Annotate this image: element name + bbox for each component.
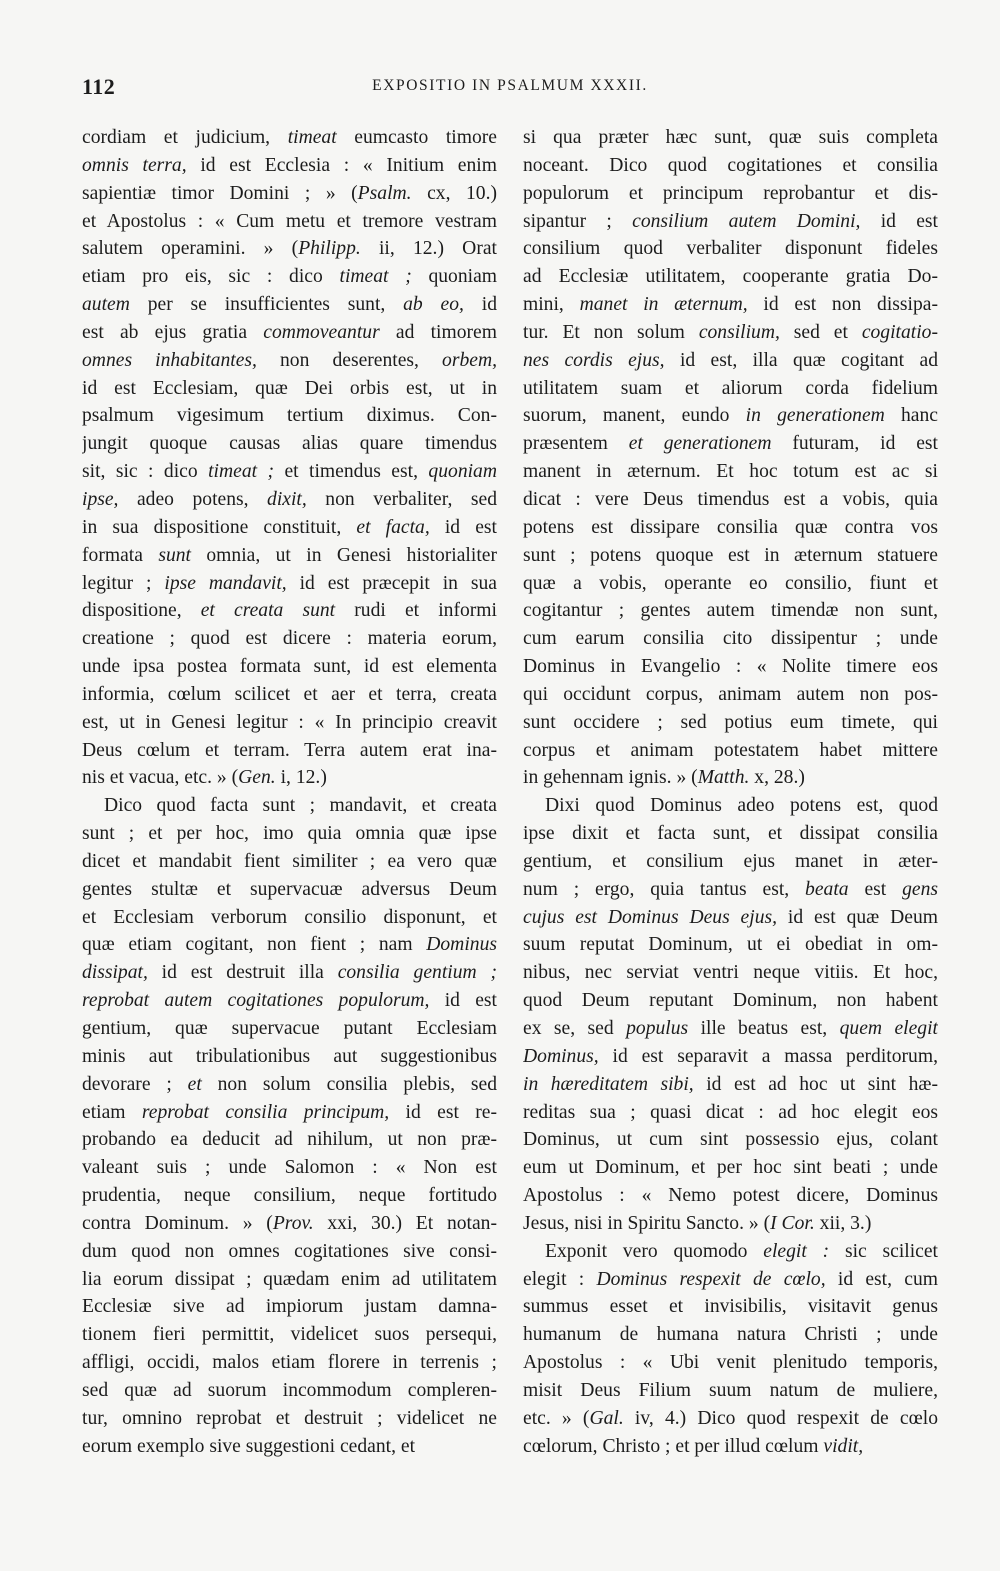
text-line bbox=[82, 625, 497, 653]
text-segment: cœlorum, Christo ; et per illud cœlum bbox=[523, 1435, 824, 1457]
text-segment: id est ad hoc ut sint hæ- bbox=[693, 1073, 938, 1095]
text-segment: rudi et informi bbox=[335, 600, 497, 622]
italic-segment: in hæreditatem sibi, bbox=[523, 1073, 694, 1095]
text-segment: etc. » ( bbox=[523, 1407, 590, 1429]
text-segment: ii, 12.) Orat bbox=[360, 238, 497, 260]
text-segment: tur. Et non solum bbox=[523, 321, 699, 343]
text-line bbox=[523, 1015, 938, 1043]
text-segment: misit Deus Filium suum natum de muliere, bbox=[523, 1379, 938, 1401]
text-segment: sunt ; et per hoc, imo quia omnia quæ ipse bbox=[82, 823, 497, 845]
text-line bbox=[82, 931, 497, 959]
italic-segment: Matth. bbox=[697, 767, 750, 789]
text-line bbox=[523, 792, 938, 820]
text-line bbox=[523, 1126, 938, 1154]
italic-segment: ipse mandavit, bbox=[164, 572, 287, 594]
italic-segment: dixit, bbox=[267, 488, 307, 510]
text-line bbox=[82, 959, 497, 987]
text-line bbox=[82, 792, 497, 820]
text-segment: quod Deum reputant Dominum, non habent bbox=[523, 990, 938, 1012]
text-line bbox=[82, 319, 497, 347]
text-line bbox=[523, 653, 938, 681]
text-segment: si qua præter hæc sunt, quæ suis completa bbox=[523, 127, 938, 148]
left-column bbox=[82, 124, 497, 1461]
text-segment: id est bbox=[429, 990, 497, 1012]
italic-segment: manet in æternum, bbox=[579, 294, 748, 316]
text-line bbox=[82, 1293, 497, 1321]
text-segment: non solum consilia plebis, sed bbox=[201, 1073, 497, 1095]
text-line bbox=[82, 1099, 497, 1127]
text-segment: id est præcepit in sua bbox=[286, 572, 497, 594]
text-line bbox=[82, 1043, 497, 1071]
running-title: EXPOSITIO IN PSALMUM XXXII. bbox=[372, 77, 648, 94]
text-segment: sit, sic : dico bbox=[82, 461, 209, 483]
text-segment: nis et vacua, etc. » ( bbox=[82, 767, 239, 789]
text-line bbox=[523, 1293, 938, 1321]
italic-segment: quem elegit bbox=[839, 1018, 938, 1039]
italic-segment: consilium autem Domini, bbox=[632, 210, 861, 232]
text-segment: dum quod non omnes cogitationes sive consi- bbox=[82, 1240, 497, 1262]
text-segment: sed quæ ad suorum incommodum compleren- bbox=[82, 1379, 497, 1401]
text-line bbox=[82, 1210, 497, 1238]
text-line bbox=[82, 291, 497, 319]
text-line bbox=[523, 375, 938, 403]
text-segment: Ecclesiæ sive ad impiorum justam damna- bbox=[82, 1296, 497, 1318]
text-segment: quæ etiam cogitant, non fient ; nam bbox=[82, 934, 427, 956]
text-segment: hanc bbox=[884, 405, 938, 427]
text-line bbox=[523, 1182, 938, 1210]
text-line bbox=[82, 681, 497, 709]
text-line bbox=[523, 1210, 938, 1238]
italic-segment: Dominus bbox=[426, 934, 497, 956]
text-segment: sunt ; potens quoque est in æternum statuere bbox=[523, 544, 938, 566]
text-segment: suorum, manent, eundo bbox=[523, 405, 746, 427]
text-segment: tionem fieri permittit, videlicet suos persequi, bbox=[82, 1324, 497, 1346]
text-line bbox=[523, 347, 938, 375]
text-line bbox=[523, 931, 938, 959]
text-segment: omnia, ut in Genesi historialiter bbox=[190, 544, 497, 566]
text-line bbox=[523, 820, 938, 848]
text-segment: num ; ergo, quia tantus est, bbox=[523, 878, 806, 900]
italic-segment: beata bbox=[805, 878, 849, 900]
text-segment: consilium quod verbaliter disponunt fideles bbox=[523, 238, 938, 260]
text-segment: Exponit vero quomodo bbox=[545, 1240, 764, 1262]
italic-segment: elegit : bbox=[763, 1240, 830, 1262]
text-line bbox=[523, 1349, 938, 1377]
text-segment: id est destruit illa bbox=[147, 962, 338, 984]
text-line bbox=[523, 681, 938, 709]
text-line bbox=[523, 1099, 938, 1127]
italic-segment: in generationem bbox=[745, 405, 885, 427]
text-line bbox=[82, 124, 497, 152]
text-line bbox=[82, 1071, 497, 1099]
text-line bbox=[82, 737, 497, 765]
text-segment: unde ipsa postea formata sunt, id est elementa bbox=[82, 656, 497, 678]
text-segment: tur, omnino reprobat et destruit ; videlicet ne bbox=[82, 1407, 497, 1429]
italic-segment: et bbox=[187, 1073, 202, 1095]
text-line bbox=[523, 542, 938, 570]
text-segment: Dominus, ut cum sint possessio ejus, colant bbox=[523, 1129, 938, 1151]
page-header bbox=[82, 74, 938, 100]
text-segment: minis aut tribulationibus aut suggestionibus bbox=[82, 1045, 497, 1067]
italic-segment: cujus est Dominus Deus ejus, bbox=[523, 906, 778, 928]
text-segment: id est non dissipa- bbox=[747, 294, 938, 316]
text-line bbox=[82, 486, 497, 514]
text-segment: adeo potens, bbox=[118, 488, 268, 510]
text-line bbox=[523, 1321, 938, 1349]
text-line bbox=[82, 1154, 497, 1182]
text-segment: etiam pro eis, sic : dico bbox=[82, 266, 340, 288]
italic-segment: Dominus, bbox=[523, 1045, 599, 1067]
text-segment: sed et bbox=[779, 321, 862, 343]
italic-segment: sunt bbox=[158, 544, 191, 566]
text-segment: reditas sua ; quasi dicat : ad hoc elegit eos bbox=[523, 1101, 938, 1123]
text-segment: Dico quod facta sunt ; mandavit, et creata bbox=[104, 795, 497, 817]
text-line bbox=[82, 653, 497, 681]
text-segment: quæ a vobis, operante eo consilio, fiunt et bbox=[523, 572, 938, 594]
text-segment: id est Ecclesiam, quæ Dei orbis est, ut in bbox=[82, 377, 497, 399]
text-segment: creatione ; quod est dicere : materia eorum, bbox=[82, 628, 497, 650]
text-line bbox=[523, 876, 938, 904]
text-line bbox=[523, 597, 938, 625]
right-column bbox=[523, 124, 938, 1461]
italic-segment: Dominus respexit de cœlo, bbox=[596, 1268, 826, 1290]
italic-segment: Gal. bbox=[589, 1407, 624, 1429]
text-segment: est ab ejus gratia bbox=[82, 321, 264, 343]
text-line bbox=[523, 458, 938, 486]
text-line bbox=[523, 430, 938, 458]
text-segment: potens est dissipare consilia quæ contra vos bbox=[523, 516, 938, 538]
text-line bbox=[82, 1349, 497, 1377]
text-line bbox=[523, 486, 938, 514]
text-segment: valeant suis ; unde Salomon : « Non est bbox=[82, 1157, 497, 1179]
text-line bbox=[82, 709, 497, 737]
text-segment: contra Dominum. » ( bbox=[82, 1212, 273, 1234]
text-segment: sic scilicet bbox=[829, 1240, 938, 1262]
text-line bbox=[82, 764, 497, 792]
text-segment: ex se, sed bbox=[523, 1018, 627, 1039]
text-segment: manent in æternum. Et hoc totum est ac si bbox=[523, 461, 938, 483]
italic-segment: et creata sunt bbox=[200, 600, 336, 622]
italic-segment: Philipp. bbox=[298, 238, 361, 260]
text-segment: eorum exemplo sive suggestioni cedant, et bbox=[82, 1435, 416, 1457]
text-segment: humanum de humana natura Christi ; unde bbox=[523, 1324, 938, 1346]
italic-segment: Psalm. bbox=[357, 182, 412, 204]
italic-segment: orbem, bbox=[442, 349, 497, 371]
italic-segment: ab eo, bbox=[403, 294, 464, 316]
text-line bbox=[82, 820, 497, 848]
text-segment: psalmum vigesimum tertium diximus. Con- bbox=[82, 405, 497, 427]
text-segment: legitur ; bbox=[82, 572, 165, 594]
italic-segment: Gen. bbox=[238, 767, 276, 789]
italic-segment: autem bbox=[82, 294, 130, 316]
text-segment: devorare ; bbox=[82, 1073, 188, 1095]
text-line bbox=[82, 1126, 497, 1154]
text-segment: cordiam et judicium, bbox=[82, 127, 288, 148]
text-segment: qui occidunt corpus, animam autem non pos- bbox=[523, 683, 938, 705]
text-line bbox=[82, 235, 497, 263]
text-line bbox=[82, 597, 497, 625]
text-line bbox=[523, 124, 938, 152]
text-segment: i, 12.) bbox=[275, 767, 327, 789]
italic-segment: populus bbox=[626, 1018, 689, 1039]
text-segment: iv, 4.) Dico quod respexit de cœlo bbox=[623, 1407, 938, 1429]
text-segment: ipse dixit et facta sunt, et dissipat consilia bbox=[523, 823, 938, 845]
text-line bbox=[82, 375, 497, 403]
text-segment: xii, 3.) bbox=[814, 1212, 872, 1234]
italic-segment: reprobat consilia principum, bbox=[141, 1101, 390, 1123]
text-segment: in sua dispositione constituit, bbox=[82, 516, 357, 538]
text-segment: id est bbox=[860, 210, 938, 232]
text-line bbox=[82, 180, 497, 208]
text-line bbox=[82, 1238, 497, 1266]
italic-segment: nes cordis ejus, bbox=[523, 349, 665, 371]
text-line bbox=[82, 430, 497, 458]
italic-segment: reprobat autem cogitationes populorum, bbox=[82, 990, 430, 1012]
text-line bbox=[82, 876, 497, 904]
text-line bbox=[523, 959, 938, 987]
text-line bbox=[82, 1266, 497, 1294]
text-segment: Dominus in Evangelio : « Nolite timere eos bbox=[523, 656, 938, 678]
text-line bbox=[523, 514, 938, 542]
italic-segment: et facta, bbox=[356, 516, 430, 538]
text-segment: non verbaliter, sed bbox=[306, 488, 497, 510]
text-segment: id est quæ Deum bbox=[777, 906, 938, 928]
text-segment: nibus, nec serviat ventri neque vitiis. Et hoc, bbox=[523, 962, 938, 984]
text-line bbox=[523, 291, 938, 319]
text-line bbox=[523, 1043, 938, 1071]
text-line bbox=[523, 180, 938, 208]
text-line bbox=[82, 152, 497, 180]
text-segment: affligi, occidi, malos etiam florere in terrenis ; bbox=[82, 1352, 497, 1374]
text-segment: est bbox=[848, 878, 903, 900]
text-segment: id est re- bbox=[389, 1101, 497, 1123]
text-line bbox=[523, 152, 938, 180]
text-line bbox=[82, 1433, 497, 1461]
text-segment: populorum et principum reprobantur et dis- bbox=[523, 182, 938, 204]
italic-segment: consilia gentium ; bbox=[337, 962, 497, 984]
text-segment: et timendus est, bbox=[274, 461, 429, 483]
text-line bbox=[523, 1433, 938, 1461]
italic-segment: omnis terra, bbox=[82, 154, 187, 176]
text-segment: xxi, 30.) Et notan- bbox=[313, 1212, 497, 1234]
italic-segment: I Cor. bbox=[770, 1212, 815, 1234]
text-line bbox=[523, 987, 938, 1015]
text-segment: mini, bbox=[523, 294, 580, 316]
text-line bbox=[82, 570, 497, 598]
italic-segment: dissipat, bbox=[82, 962, 148, 984]
italic-segment: timeat bbox=[287, 127, 337, 148]
text-segment: Dixi quod Dominus adeo potens est, quod bbox=[545, 795, 938, 817]
text-line bbox=[82, 987, 497, 1015]
text-segment: non deserentes, bbox=[256, 349, 443, 371]
text-line bbox=[523, 263, 938, 291]
text-line bbox=[82, 458, 497, 486]
text-segment: ille beatus est, bbox=[688, 1018, 840, 1039]
text-segment: et Apostolus : « Cum metu et tremore vestram bbox=[82, 210, 497, 232]
text-segment: sipantur ; bbox=[523, 210, 633, 232]
text-segment: et Ecclesiam verborum consilio disponunt, et bbox=[82, 906, 497, 928]
text-segment: etiam bbox=[82, 1101, 142, 1123]
text-segment: jungit quoque causas alias quare timendus bbox=[82, 433, 497, 455]
text-line bbox=[523, 848, 938, 876]
italic-segment: commoveantur bbox=[263, 321, 380, 343]
text-segment: eum ut Dominum, et per hoc sint beati ; unde bbox=[523, 1157, 938, 1179]
text-line bbox=[82, 347, 497, 375]
text-segment: summus esset et invisibilis, visitavit genus bbox=[523, 1296, 938, 1318]
text-line bbox=[523, 402, 938, 430]
text-line bbox=[523, 1154, 938, 1182]
page-number: 112 bbox=[82, 74, 116, 99]
text-line bbox=[82, 514, 497, 542]
text-segment: id est bbox=[429, 516, 497, 538]
text-segment: gentium, quæ supervacue putant Ecclesiam bbox=[82, 1018, 497, 1039]
text-line bbox=[523, 1405, 938, 1433]
italic-segment: timeat ; bbox=[339, 266, 412, 288]
text-segment: in gehennam ignis. » ( bbox=[523, 767, 698, 789]
text-line bbox=[82, 208, 497, 236]
text-line bbox=[523, 1071, 938, 1099]
italic-segment: gens bbox=[902, 878, 938, 900]
text-segment: Deus cœlum et terram. Terra autem erat ina- bbox=[82, 739, 497, 761]
italic-segment: et generationem bbox=[628, 433, 772, 455]
italic-segment: vidit, bbox=[823, 1435, 864, 1457]
text-line bbox=[82, 542, 497, 570]
text-segment: futuram, id est bbox=[771, 433, 938, 455]
text-line bbox=[82, 1405, 497, 1433]
text-segment: id est, cum bbox=[825, 1268, 938, 1290]
text-segment: gentium, et consilium ejus manet in æter- bbox=[523, 850, 938, 872]
text-segment: cogitantur ; gentes autem timendæ non sunt, bbox=[523, 600, 938, 622]
text-segment: per se insufficientes sunt, bbox=[129, 294, 404, 316]
text-segment: sunt occidere ; sed potius eum timete, qui bbox=[523, 711, 938, 733]
text-segment: x, 28.) bbox=[749, 767, 805, 789]
text-segment: dicat : vere Deus timendus est a vobis, quia bbox=[523, 488, 938, 510]
text-segment: ad timorem bbox=[379, 321, 497, 343]
text-line bbox=[82, 904, 497, 932]
text-segment: lia eorum dissipat ; quædam enim ad utilitatem bbox=[82, 1268, 497, 1290]
italic-segment: omnes inhabitantes, bbox=[82, 349, 257, 371]
text-segment: probando ea deducit ad nihilum, ut non præ- bbox=[82, 1129, 497, 1151]
text-segment: sapientiæ timor Domini ; » ( bbox=[82, 182, 358, 204]
text-line bbox=[82, 1377, 497, 1405]
text-line bbox=[82, 1015, 497, 1043]
italic-segment: quoniam bbox=[428, 461, 497, 483]
text-segment: suum reputat Dominum, ut ei obediat in om- bbox=[523, 934, 938, 956]
text-line bbox=[523, 1238, 938, 1266]
text-segment: dispositione, bbox=[82, 600, 201, 622]
text-segment: dicet et mandabit fient similiter ; ea vero quæ bbox=[82, 850, 497, 872]
text-segment: Jesus, nisi in Spiritu Sancto. » ( bbox=[523, 1212, 771, 1234]
text-segment: id est separavit a massa perditorum, bbox=[598, 1045, 938, 1067]
text-line bbox=[523, 319, 938, 347]
italic-segment: Prov. bbox=[272, 1212, 314, 1234]
text-segment: id est Ecclesia : « Initium enim bbox=[186, 154, 497, 176]
text-segment: est, ut in Genesi legitur : « In principio creavit bbox=[82, 711, 497, 733]
text-line bbox=[523, 904, 938, 932]
text-line bbox=[523, 208, 938, 236]
text-columns bbox=[82, 124, 938, 1457]
text-line bbox=[82, 1182, 497, 1210]
text-line bbox=[82, 263, 497, 291]
text-segment: prudentia, neque consilium, neque fortitudo bbox=[82, 1185, 497, 1207]
text-segment: formata bbox=[82, 544, 159, 566]
text-segment: id bbox=[463, 294, 497, 316]
text-segment: elegit : bbox=[523, 1268, 597, 1290]
text-segment: salutem operamini. » ( bbox=[82, 238, 299, 260]
text-line bbox=[523, 1266, 938, 1294]
text-segment: quoniam bbox=[411, 266, 497, 288]
text-line bbox=[523, 570, 938, 598]
text-segment: id est, illa quæ cogitant ad bbox=[664, 349, 938, 371]
text-line bbox=[82, 1321, 497, 1349]
text-line bbox=[523, 235, 938, 263]
text-segment: eumcasto timore bbox=[336, 127, 497, 148]
italic-segment: cogitatio- bbox=[861, 321, 938, 343]
text-line bbox=[523, 709, 938, 737]
text-line bbox=[82, 402, 497, 430]
italic-segment: timeat ; bbox=[208, 461, 275, 483]
text-segment: informia, cœlum scilicet et aer et terra, creata bbox=[82, 683, 497, 705]
text-segment: cx, 10.) bbox=[411, 182, 497, 204]
text-segment: ad Ecclesiæ utilitatem, cooperante gratia Do- bbox=[523, 266, 938, 288]
text-segment: Apostolus : « Nemo potest dicere, Dominus bbox=[523, 1185, 938, 1207]
text-line bbox=[523, 1377, 938, 1405]
text-segment: noceant. Dico quod cogitationes et consilia bbox=[523, 154, 938, 176]
italic-segment: consilium, bbox=[698, 321, 780, 343]
text-segment: gentes stultæ et supervacuæ adversus Deum bbox=[82, 878, 497, 900]
text-line bbox=[523, 737, 938, 765]
text-segment: corpus et animam potestatem habet mittere bbox=[523, 739, 938, 761]
text-segment: utilitatem suam et aliorum corda fidelium bbox=[523, 377, 938, 399]
text-segment: Apostolus : « Ubi venit plenitudo temporis, bbox=[523, 1352, 938, 1374]
text-line bbox=[82, 848, 497, 876]
text-line bbox=[523, 625, 938, 653]
text-segment: cum earum consilia cito dissipentur ; unde bbox=[523, 628, 938, 650]
italic-segment: ipse, bbox=[82, 488, 119, 510]
text-segment: præsentem bbox=[523, 433, 629, 455]
text-line bbox=[523, 764, 938, 792]
